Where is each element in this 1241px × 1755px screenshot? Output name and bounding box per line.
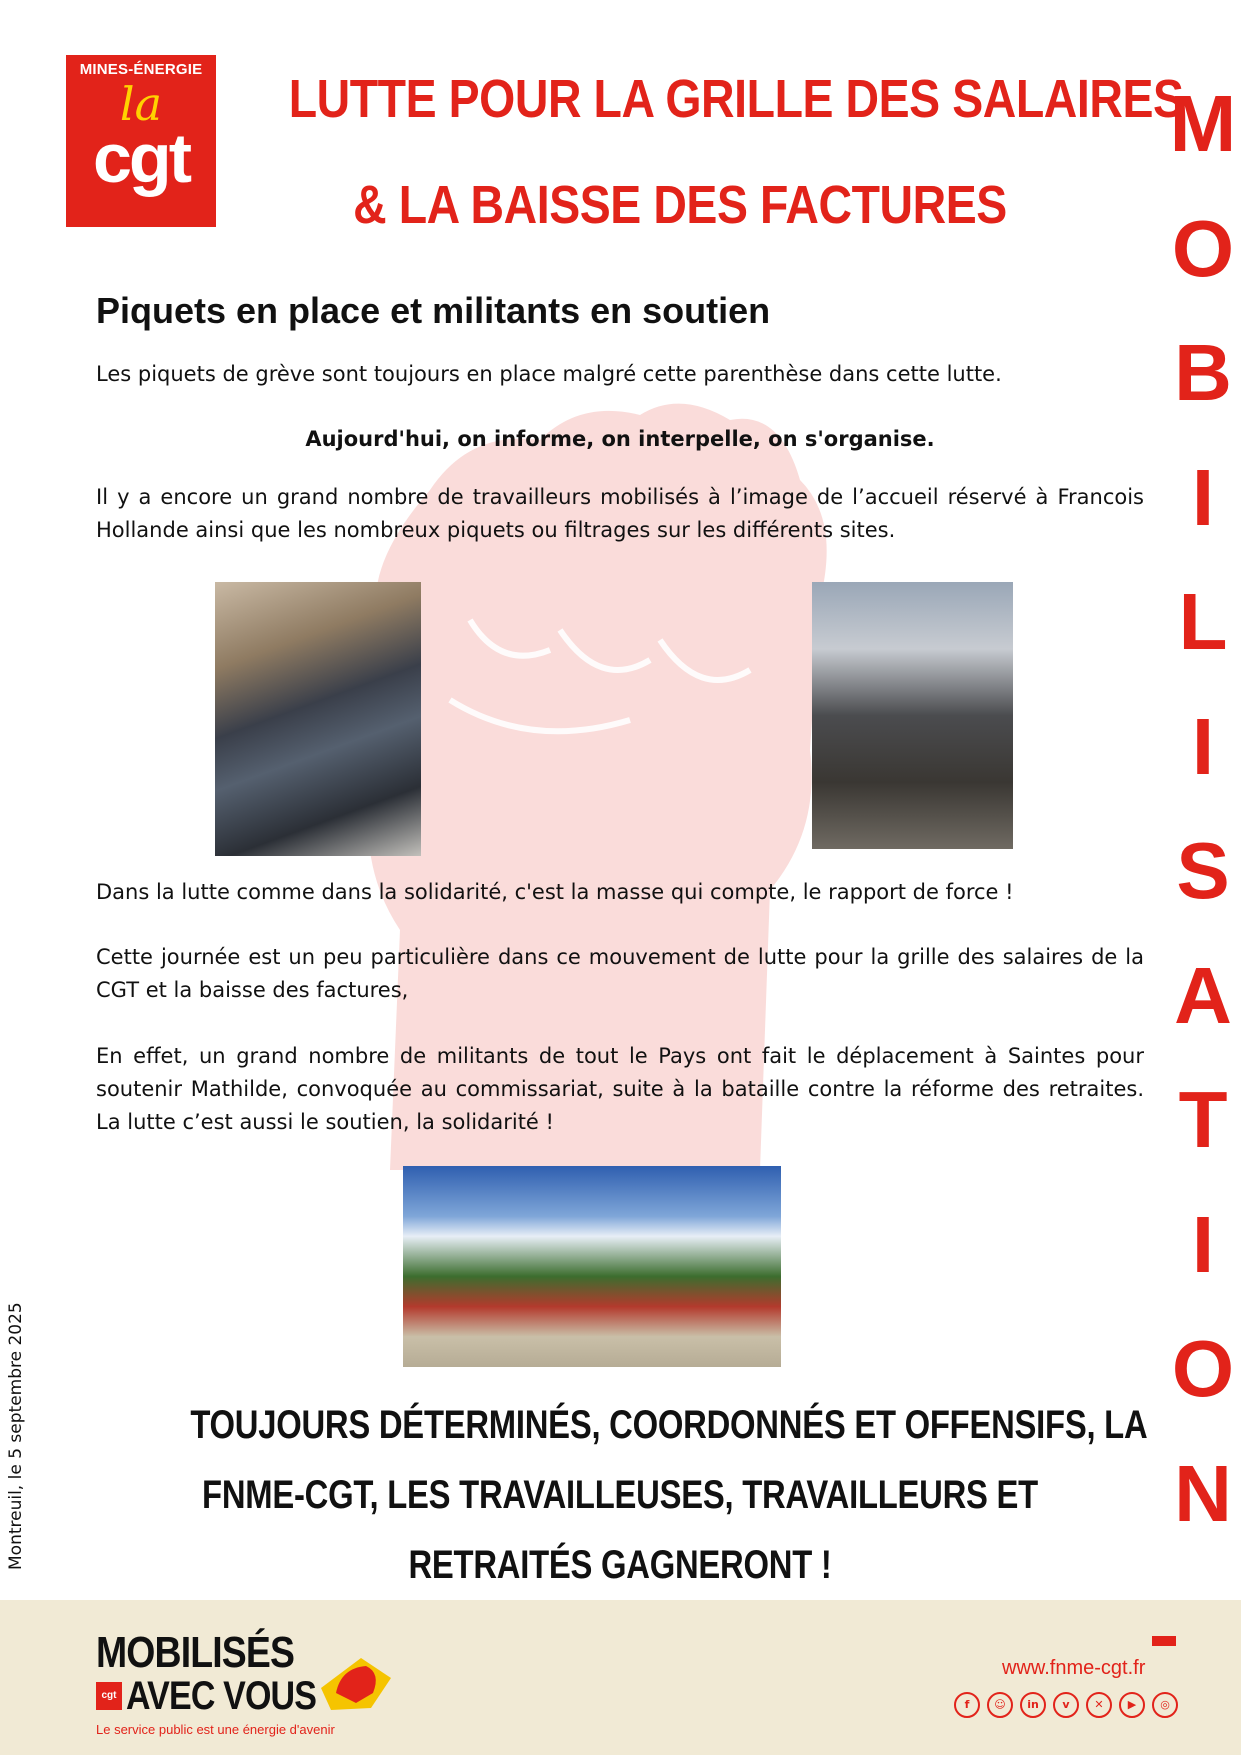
photo-rally-saintes — [403, 1166, 781, 1367]
side-letter: L — [1178, 577, 1228, 667]
side-letter: I — [1191, 701, 1215, 791]
fist-lightning-icon — [311, 1648, 401, 1718]
paragraph-1: Les piquets de grève sont toujours en place malgré cette parenthèse dans cette lutte. — [96, 362, 1002, 386]
closing-line-3: RETRAITÉS GAGNERONT ! — [408, 1543, 832, 1587]
paragraph-5: Cette journée est un peu particulière dans ce mouvement de lutte pour la grille des salaires de la CGT et la baisse des factures, — [96, 945, 1144, 1002]
logo-line-3: cgt — [93, 119, 189, 197]
photo-picket-fire — [812, 582, 1013, 849]
paragraph-6: En effet, un grand nombre de militants de tout le Pays ont fait le déplacement à Saintes pour soutenir Mathilde, convoquée au commissariat, suite à la bataille contre la réforme des retraites. La lutte c’est aussi le soutien, la solidarité ! — [96, 1044, 1144, 1134]
footer — [0, 1600, 1241, 1755]
paragraph-3: Il y a encore un grand nombre de travailleurs mobilisés à l’image de l’accueil réservé à Francois Hollande ainsi que les nombreux piquets ou filtrages sur les différents sites. — [96, 485, 1144, 542]
side-letter: B — [1174, 328, 1232, 418]
photo-crowd-hollande — [215, 582, 421, 856]
closing-line-1: TOUJOURS DÉTERMINÉS, COORDONNÉS ET OFFENSIFS, LA — [190, 1403, 1148, 1447]
mobilises-avec-vous-logo — [96, 1628, 396, 1738]
side-letter: M — [1169, 79, 1237, 168]
social-icons — [954, 1692, 1178, 1718]
side-letter: O — [1171, 203, 1235, 293]
side-letter: S — [1176, 826, 1230, 916]
main-title — [288, 46, 1184, 258]
x-icon[interactable]: ✕ — [1086, 1692, 1112, 1718]
website-link[interactable]: www.fnme-cgt.fr — [1002, 1657, 1146, 1679]
side-letter: A — [1174, 950, 1232, 1040]
linkedin-icon[interactable]: in — [1020, 1692, 1046, 1718]
footer-tagline: Le service public est une énergie d'avenir — [96, 1722, 335, 1737]
mobilises-text: MOBILISÉS — [96, 1628, 295, 1677]
title-line-1: LUTTE POUR LA GRILLE DES SALAIRES — [288, 69, 1184, 129]
instagram-icon[interactable]: ◎ — [1152, 1692, 1178, 1718]
side-word-mobilisation — [1168, 79, 1238, 1538]
side-letter: N — [1174, 1448, 1232, 1538]
title-line-2: & LA BAISSE DES FACTURES — [353, 175, 1007, 235]
closing-statement — [190, 1390, 1148, 1600]
logo-line-1: MINES-ÉNERGIE — [79, 61, 203, 78]
side-letter: I — [1191, 1199, 1215, 1289]
snapchat-icon[interactable]: ☺ — [987, 1692, 1013, 1718]
vimeo-icon[interactable]: v — [1053, 1692, 1079, 1718]
paragraph-4: Dans la lutte comme dans la solidarité, c'est la masse qui compte, le rapport de force ! — [96, 880, 1014, 904]
footer-red-bar — [1152, 1636, 1176, 1646]
facebook-icon[interactable]: f — [954, 1692, 980, 1718]
side-letter: T — [1178, 1075, 1228, 1165]
section-title: Piquets en place et militants en soutien — [96, 290, 771, 331]
closing-line-2: FNME-CGT, LES TRAVAILLEUSES, TRAVAILLEURS ET — [202, 1473, 1038, 1517]
side-letter: I — [1191, 452, 1215, 542]
avec-vous-text: AVEC VOUS — [126, 1674, 317, 1718]
cgt-mini-badge: cgt — [96, 1682, 122, 1710]
logo-line-2: la — [119, 77, 163, 131]
youtube-icon[interactable]: ▶ — [1119, 1692, 1145, 1718]
date-text: Montreuil, le 5 septembre 2025 — [6, 1302, 26, 1570]
cgt-mines-energie-logo — [66, 55, 216, 227]
paragraph-2: Aujourd'hui, on informe, on interpelle, on s'organise. — [305, 427, 935, 451]
side-letter: O — [1171, 1324, 1235, 1414]
